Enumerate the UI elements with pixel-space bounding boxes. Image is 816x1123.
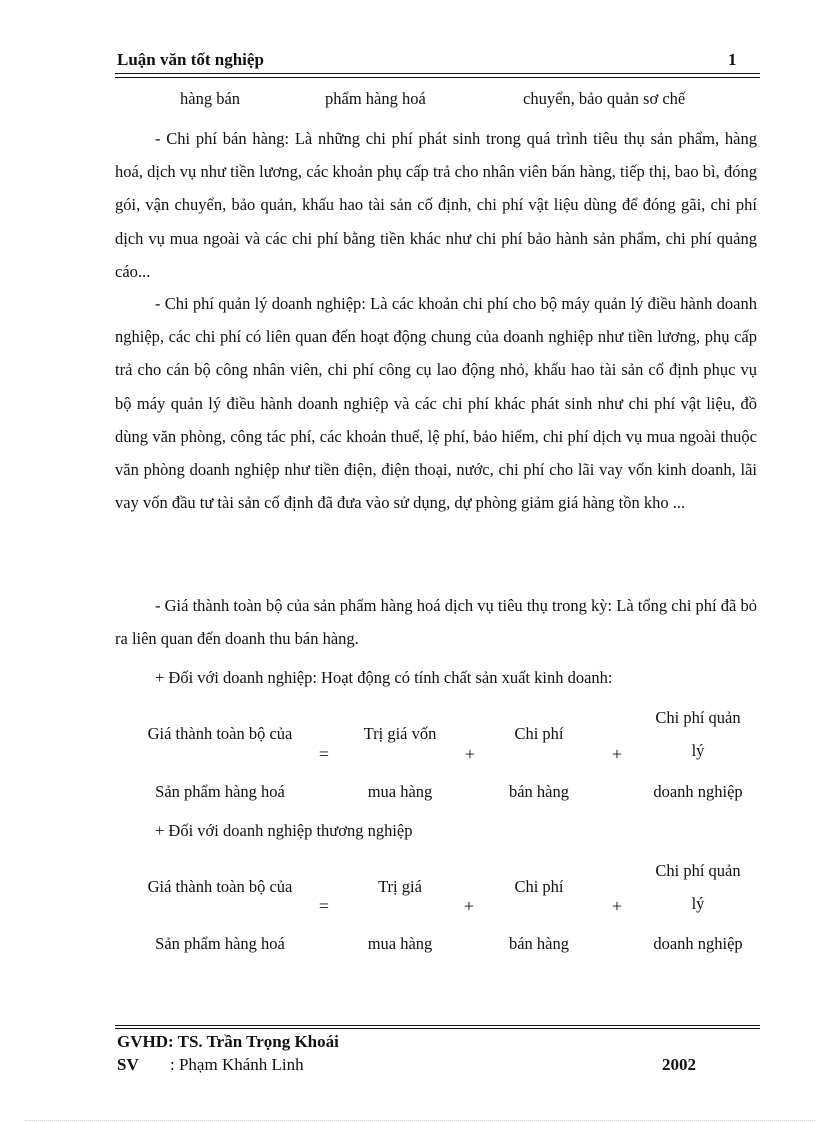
- paragraph-selling-costs: - Chi phí bán hàng: Là những chi phí phát sinh trong quá trình tiêu thụ sản phẩm, hàng hoá, dịch vụ như tiền lương, các khoản phụ cấp trả cho nhân viên bán hàng, tiếp thị, bao bì, đóng gói, vận chuyển, bảo quản, khấu hao tài sản cố định, chi phí vật liệu dùng để đóng gãi, chi phí dịch vụ mua ngoài và các chi phí bằng tiền khác như chi phí bảo hành sản phẩm, chi phí quảng cáo...: [115, 129, 757, 281]
- formula-intro: + Đối với doanh nghiệp thương nghiệp: [155, 821, 413, 840]
- header-rule-thin: [115, 77, 760, 78]
- formula-term1-bottom: mua hàng: [367, 934, 433, 953]
- footer-student-name: : Phạm Khánh Linh: [170, 1055, 304, 1074]
- plus-sign: +: [464, 744, 476, 764]
- formula-lhs-bottom: Sản phẩm hàng hoá: [155, 782, 285, 801]
- page-edge: [25, 1120, 815, 1121]
- plus-sign: +: [611, 896, 623, 916]
- formula-lhs-top: Giá thành toàn bộ của: [147, 877, 293, 896]
- table-cell-fragment: chuyển, bảo quản sơ chế: [523, 89, 686, 108]
- equals-sign: =: [318, 744, 330, 764]
- footer-student-label: SV: [117, 1055, 139, 1074]
- table-cell-fragment: hàng bán: [180, 89, 241, 108]
- formula-term2-top: Chi phí: [514, 724, 564, 743]
- footer-rule: [115, 1028, 760, 1029]
- formula-term1-top: Trị giá: [378, 877, 422, 896]
- formula-term2-top: Chi phí: [514, 877, 564, 896]
- formula-term1-bottom: mua hàng: [367, 782, 433, 801]
- header-rule: [115, 73, 760, 74]
- table-cell-fragment: phẩm hàng hoá: [325, 89, 426, 108]
- formula-lhs-top: Giá thành toàn bộ của: [147, 724, 293, 743]
- formula-lhs-bottom: Sản phẩm hàng hoá: [155, 934, 285, 953]
- formula-term3-bottom: doanh nghiệp: [653, 934, 743, 953]
- footer-supervisor: GVHD: TS. Trần Trọng Khoái: [117, 1032, 339, 1051]
- paragraph-total-cost: - Giá thành toàn bộ của sản phẩm hàng hoá dịch vụ tiêu thụ trong kỳ: Là tổng chi phí đã bỏ ra liên quan đến doanh thu bán hàng.: [115, 596, 757, 649]
- footer-year: 2002: [662, 1055, 696, 1074]
- formula-term2-bottom: bán hàng: [508, 934, 570, 953]
- page-header-title: Luận văn tốt nghiệp: [117, 50, 264, 69]
- formula-term3-mid: lý: [691, 741, 705, 760]
- page-number: 1: [728, 50, 737, 69]
- paragraph-management-costs: - Chi phí quản lý doanh nghiệp: Là các khoản chi phí cho bộ máy quản lý điều hành doanh nghiệp, các chi phí có liên quan đến hoạt động chung của doanh nghiệp như tiền lương, phụ cấp trả cho cán bộ công nhân viên, chi phí công cụ lao động nhỏ, khấu hao tài sản cố định phục vụ bộ máy quản lý điều hành doanh nghiệp và các chi phí khác phát sinh như chi phí vật liệu, đồ dùng văn phòng, công tác phí, các khoản thuế, lệ phí, bảo hiểm, chi phí dịch vụ mua ngoài thuộc văn phòng doanh nghiệp như tiền điện, điện thoại, nước, chi phí cho lãi vay vốn kinh doanh, lãi vay vốn đầu tư tài sản cố định đã đưa vào sử dụng, dự phòng giảm giá hàng tồn kho ...: [115, 294, 757, 513]
- formula-term3-bottom: doanh nghiệp: [653, 782, 743, 801]
- equals-sign: =: [318, 896, 330, 916]
- formula-term1-top: Trị giá vốn: [363, 724, 437, 743]
- footer-rule-thin: [115, 1025, 760, 1026]
- plus-sign: +: [611, 744, 623, 764]
- formula-term3-mid: lý: [691, 894, 705, 913]
- formula-intro: + Đối với doanh nghiệp: Hoạt động có tính chất sản xuất kinh doanh:: [155, 668, 613, 687]
- formula-term2-bottom: bán hàng: [508, 782, 570, 801]
- formula-term3-top: Chi phí quản: [655, 708, 741, 727]
- formula-term3-top: Chi phí quản: [655, 861, 741, 880]
- plus-sign: +: [463, 896, 475, 916]
